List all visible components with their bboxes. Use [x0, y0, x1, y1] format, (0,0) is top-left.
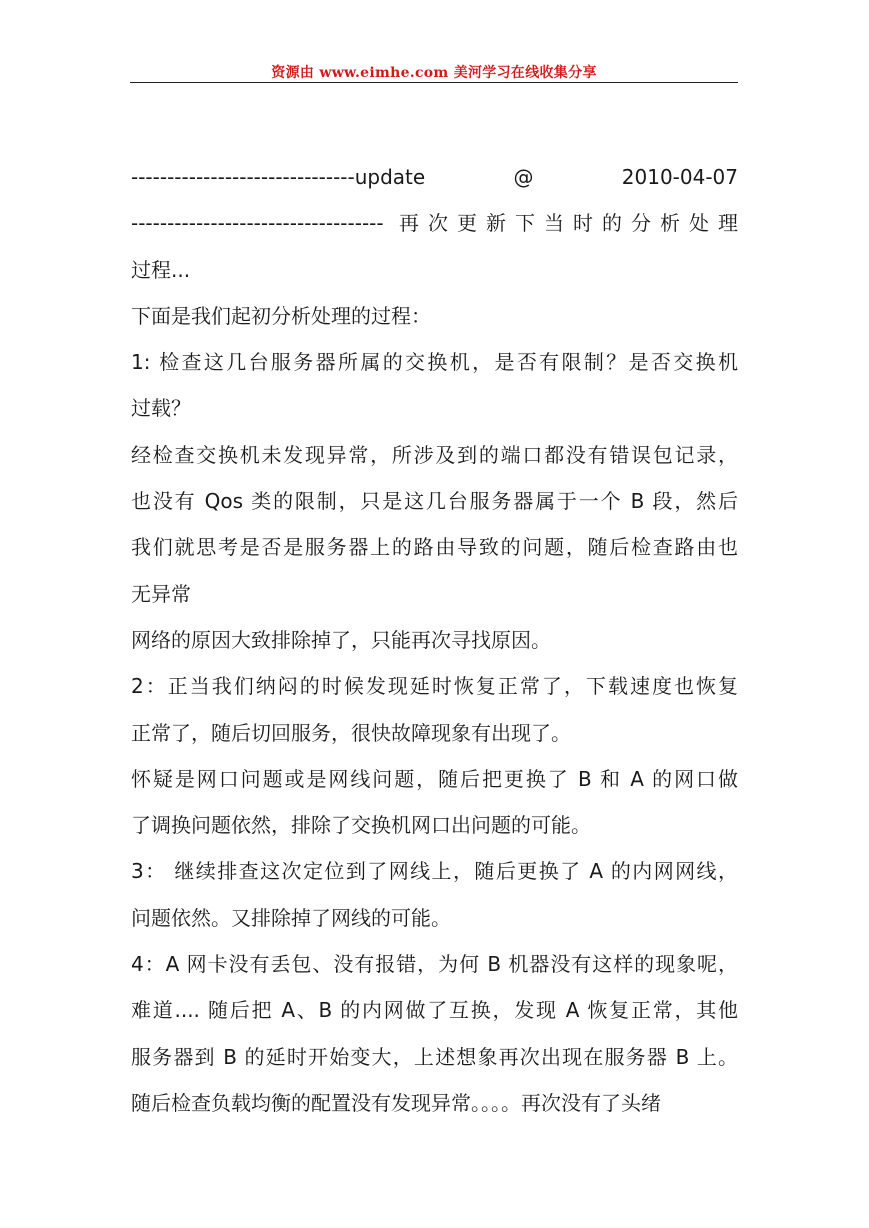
body-line: 也没有 Qos 类的限制，只是这几台服务器属于一个 B 段，然后	[131, 489, 738, 514]
body-line: -------------------------------update @ 2010-04-07	[131, 165, 738, 189]
body-line: 过载？	[131, 396, 191, 421]
source-header: 资源由 www.eimhe.com 美河学习在线收集分享	[271, 65, 597, 81]
body-line: 3： 继续排查这次定位到了网线上，随后更换了 A 的内网网线，	[131, 859, 738, 884]
body-line: 过程...	[131, 257, 191, 282]
body-line: 难道.... 随后把 A、B 的内网做了互换，发现 A 恢复正常，其他	[131, 998, 738, 1023]
body-line: 网络的原因大致排除掉了，只能再次寻找原因。	[131, 627, 551, 652]
body-line: 服务器到 B 的延时开始变大，上述想象再次出现在服务器 B 上。	[131, 1044, 738, 1069]
body-line: 正常了，随后切回服务，很快故障现象有出现了。	[131, 720, 571, 745]
body-line: 我们就思考是否是服务器上的路由导致的问题，随后检查路由也	[131, 535, 738, 560]
body-line: 无异常	[131, 581, 191, 606]
body-line: 1: 检查这几台服务器所属的交换机，是否有限制？是否交换机	[131, 350, 738, 375]
body-line: ----------------------------------- 再次更新下当时的分析处理	[131, 211, 738, 236]
body-line: 了调换问题依然，排除了交换机网口出问题的可能。	[131, 813, 591, 838]
body-line: 下面是我们起初分析处理的过程：	[131, 303, 431, 328]
body-line: 4：A 网卡没有丢包、没有报错，为何 B 机器没有这样的现象呢，	[131, 952, 738, 977]
body-line: 问题依然。又排除掉了网线的可能。	[131, 905, 451, 930]
header-divider	[130, 82, 738, 83]
body-line: 2：正当我们纳闷的时候发现延时恢复正常了，下载速度也恢复	[131, 674, 738, 699]
body-line: 随后检查负载均衡的配置没有发现异常。。。。再次没有了头绪	[131, 1090, 661, 1115]
body-line: 怀疑是网口问题或是网线问题，随后把更换了 B 和 A 的网口做	[131, 766, 738, 791]
body-line: 经检查交换机未发现异常，所涉及到的端口都没有错误包记录，	[131, 442, 738, 467]
document-body	[131, 154, 738, 1126]
